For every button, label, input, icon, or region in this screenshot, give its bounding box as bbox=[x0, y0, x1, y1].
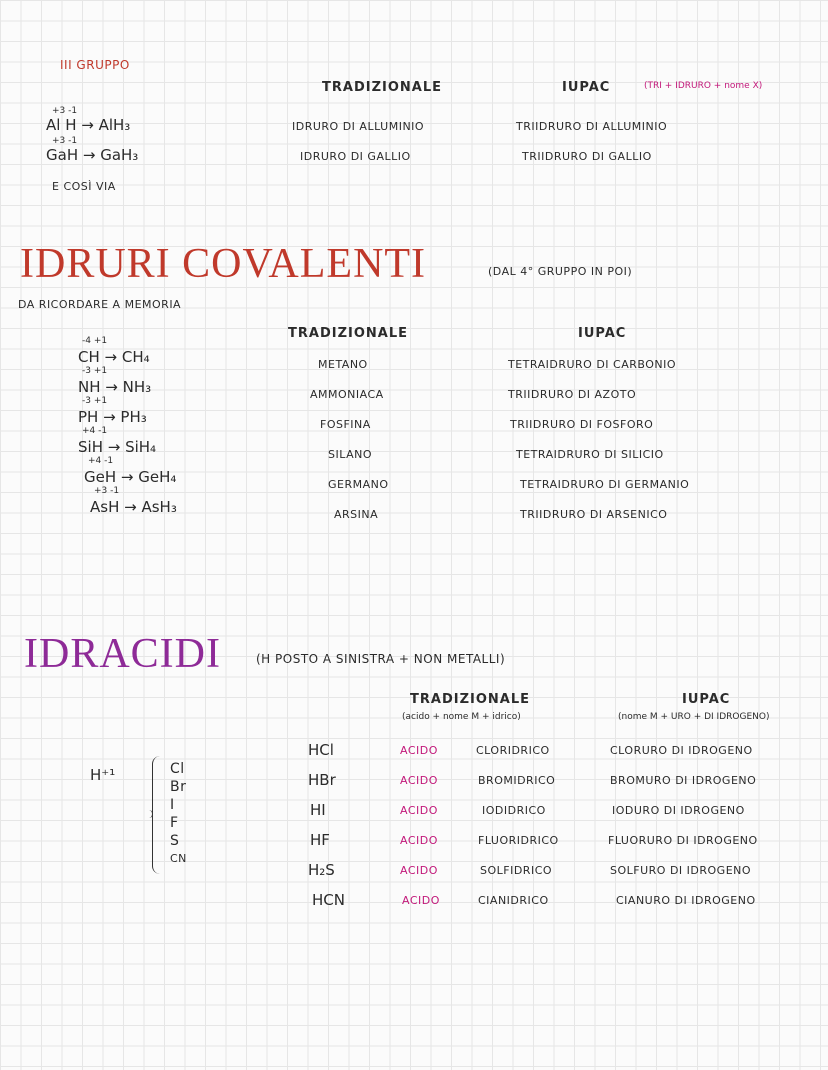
covalenti-col-iupac: IUPAC bbox=[578, 326, 627, 341]
idracidi-col-iupac-note: (nome M + URO + DI IDROGENO) bbox=[618, 712, 770, 722]
covalenti-row-trad: AMMONIACA bbox=[310, 388, 384, 401]
covalenti-row-ox: +4 -1 bbox=[88, 456, 114, 466]
gruppo3-col-trad: TRADIZIONALE bbox=[322, 80, 442, 95]
idracidi-row-iupac: SOLFURO DI IDROGENO bbox=[610, 864, 752, 877]
idracidi-row-iupac: CLORURO DI IDROGENO bbox=[610, 744, 753, 757]
covalenti-row-iupac: TETRAIDRURO DI GERMANIO bbox=[520, 478, 690, 491]
idracidi-row-iupac: IODURO DI IDROGENO bbox=[612, 804, 745, 817]
idracidi-row-acido: ACIDO bbox=[400, 804, 438, 817]
idracidi-row-acido: ACIDO bbox=[400, 774, 438, 787]
covalenti-memo: DA RICORDARE A MEMORIA bbox=[18, 298, 182, 311]
idracidi-row-acido: ACIDO bbox=[400, 834, 438, 847]
gruppo3-row-formula: Al H → AlH₃ bbox=[46, 116, 131, 134]
idracidi-row-acido: ACIDO bbox=[400, 744, 438, 757]
idracidi-row-trad: SOLFIDRICO bbox=[480, 864, 553, 877]
covalenti-row-iupac: TRIIDRURO DI AZOTO bbox=[508, 388, 637, 401]
idracidi-element: F bbox=[170, 815, 179, 831]
covalenti-row-formula: CH → CH₄ bbox=[78, 348, 150, 366]
gruppo3-row-trad: IDRURO DI GALLIO bbox=[300, 150, 411, 163]
covalenti-col-trad: TRADIZIONALE bbox=[288, 326, 408, 341]
idracidi-element: S bbox=[170, 833, 180, 849]
idracidi-element: I bbox=[170, 797, 175, 813]
idracidi-row-trad: FLUORIDRICO bbox=[478, 834, 559, 847]
idracidi-row-formula: HF bbox=[310, 831, 330, 849]
idracidi-row-formula: HCN bbox=[312, 891, 345, 909]
idracidi-col-iupac: IUPAC bbox=[682, 692, 731, 707]
covalenti-row-formula: AsH → AsH₃ bbox=[90, 498, 177, 516]
idracidi-row-formula: HCl bbox=[308, 741, 334, 759]
covalenti-row-trad: GERMANO bbox=[328, 478, 389, 491]
covalenti-row-trad: FOSFINA bbox=[320, 418, 371, 431]
covalenti-row-trad: SILANO bbox=[328, 448, 373, 461]
gruppo3-row-formula: GaH → GaH₃ bbox=[46, 146, 139, 164]
idracidi-hplus: H⁺¹ bbox=[90, 766, 116, 784]
idracidi-row-iupac: CIANURO DI IDROGENO bbox=[616, 894, 756, 907]
idracidi-element: Br bbox=[170, 779, 187, 795]
idracidi-row-trad: CLORIDRICO bbox=[476, 744, 550, 757]
gruppo3-col-iupac: IUPAC bbox=[562, 80, 611, 95]
gruppo3-title: III GRUPPO bbox=[60, 58, 130, 72]
gruppo3-row-ox: +3 -1 bbox=[52, 106, 78, 116]
gruppo3-iupac-note: (TRI + IDRURO + nome X) bbox=[644, 81, 763, 91]
covalenti-row-formula: PH → PH₃ bbox=[78, 408, 147, 426]
idracidi-col-trad: TRADIZIONALE bbox=[410, 692, 530, 707]
covalenti-note: (DAL 4° GRUPPO IN POI) bbox=[488, 265, 633, 278]
idracidi-row-acido: ACIDO bbox=[402, 894, 440, 907]
covalenti-row-ox: -3 +1 bbox=[82, 366, 108, 376]
idracidi-elements bbox=[170, 760, 187, 868]
covalenti-row-iupac: TRIIDRURO DI ARSENICO bbox=[520, 508, 668, 521]
covalenti-row-formula: SiH → SiH₄ bbox=[78, 438, 157, 456]
covalenti-title: IDRURI COVALENTI bbox=[20, 241, 427, 287]
covalenti-row-ox: +4 -1 bbox=[82, 426, 108, 436]
idracidi-row-acido: ACIDO bbox=[400, 864, 438, 877]
covalenti-row-formula: GeH → GeH₄ bbox=[84, 468, 177, 486]
covalenti-row-iupac: TRIIDRURO DI FOSFORO bbox=[510, 418, 654, 431]
gruppo3-row-iupac: TRIIDRURO DI GALLIO bbox=[522, 150, 652, 163]
idracidi-row-iupac: FLUORURO DI IDROGENO bbox=[608, 834, 758, 847]
idracidi-element: CN bbox=[170, 852, 187, 865]
idracidi-brace bbox=[152, 756, 163, 874]
covalenti-row-iupac: TETRAIDRURO DI CARBONIO bbox=[508, 358, 677, 371]
idracidi-note: (H POSTO A SINISTRA + NON METALLI) bbox=[256, 652, 506, 666]
idracidi-element: Cl bbox=[170, 761, 185, 777]
idracidi-row-formula: HI bbox=[310, 801, 326, 819]
gruppo3-etc: E COSÌ VIA bbox=[52, 180, 116, 193]
covalenti-row-ox: -3 +1 bbox=[82, 396, 108, 406]
covalenti-row-iupac: TETRAIDRURO DI SILICIO bbox=[516, 448, 664, 461]
gruppo3-row-ox: +3 -1 bbox=[52, 136, 78, 146]
gruppo3-row-iupac: TRIIDRURO DI ALLUMINIO bbox=[516, 120, 668, 133]
covalenti-row-ox: -4 +1 bbox=[82, 336, 108, 346]
idracidi-row-formula: HBr bbox=[308, 771, 336, 789]
covalenti-row-trad: METANO bbox=[318, 358, 368, 371]
idracidi-col-trad-note: (acido + nome M + idrico) bbox=[402, 712, 521, 722]
idracidi-row-trad: CIANIDRICO bbox=[478, 894, 549, 907]
idracidi-row-trad: BROMIDRICO bbox=[478, 774, 556, 787]
idracidi-row-trad: IODIDRICO bbox=[482, 804, 546, 817]
covalenti-row-trad: ARSINA bbox=[334, 508, 379, 521]
gruppo3-row-trad: IDRURO DI ALLUMINIO bbox=[292, 120, 425, 133]
idracidi-row-formula: H₂S bbox=[308, 861, 335, 879]
idracidi-title: IDRACIDI bbox=[24, 631, 221, 677]
idracidi-row-iupac: BROMURO DI IDROGENO bbox=[610, 774, 757, 787]
covalenti-row-ox: +3 -1 bbox=[94, 486, 120, 496]
covalenti-row-formula: NH → NH₃ bbox=[78, 378, 152, 396]
